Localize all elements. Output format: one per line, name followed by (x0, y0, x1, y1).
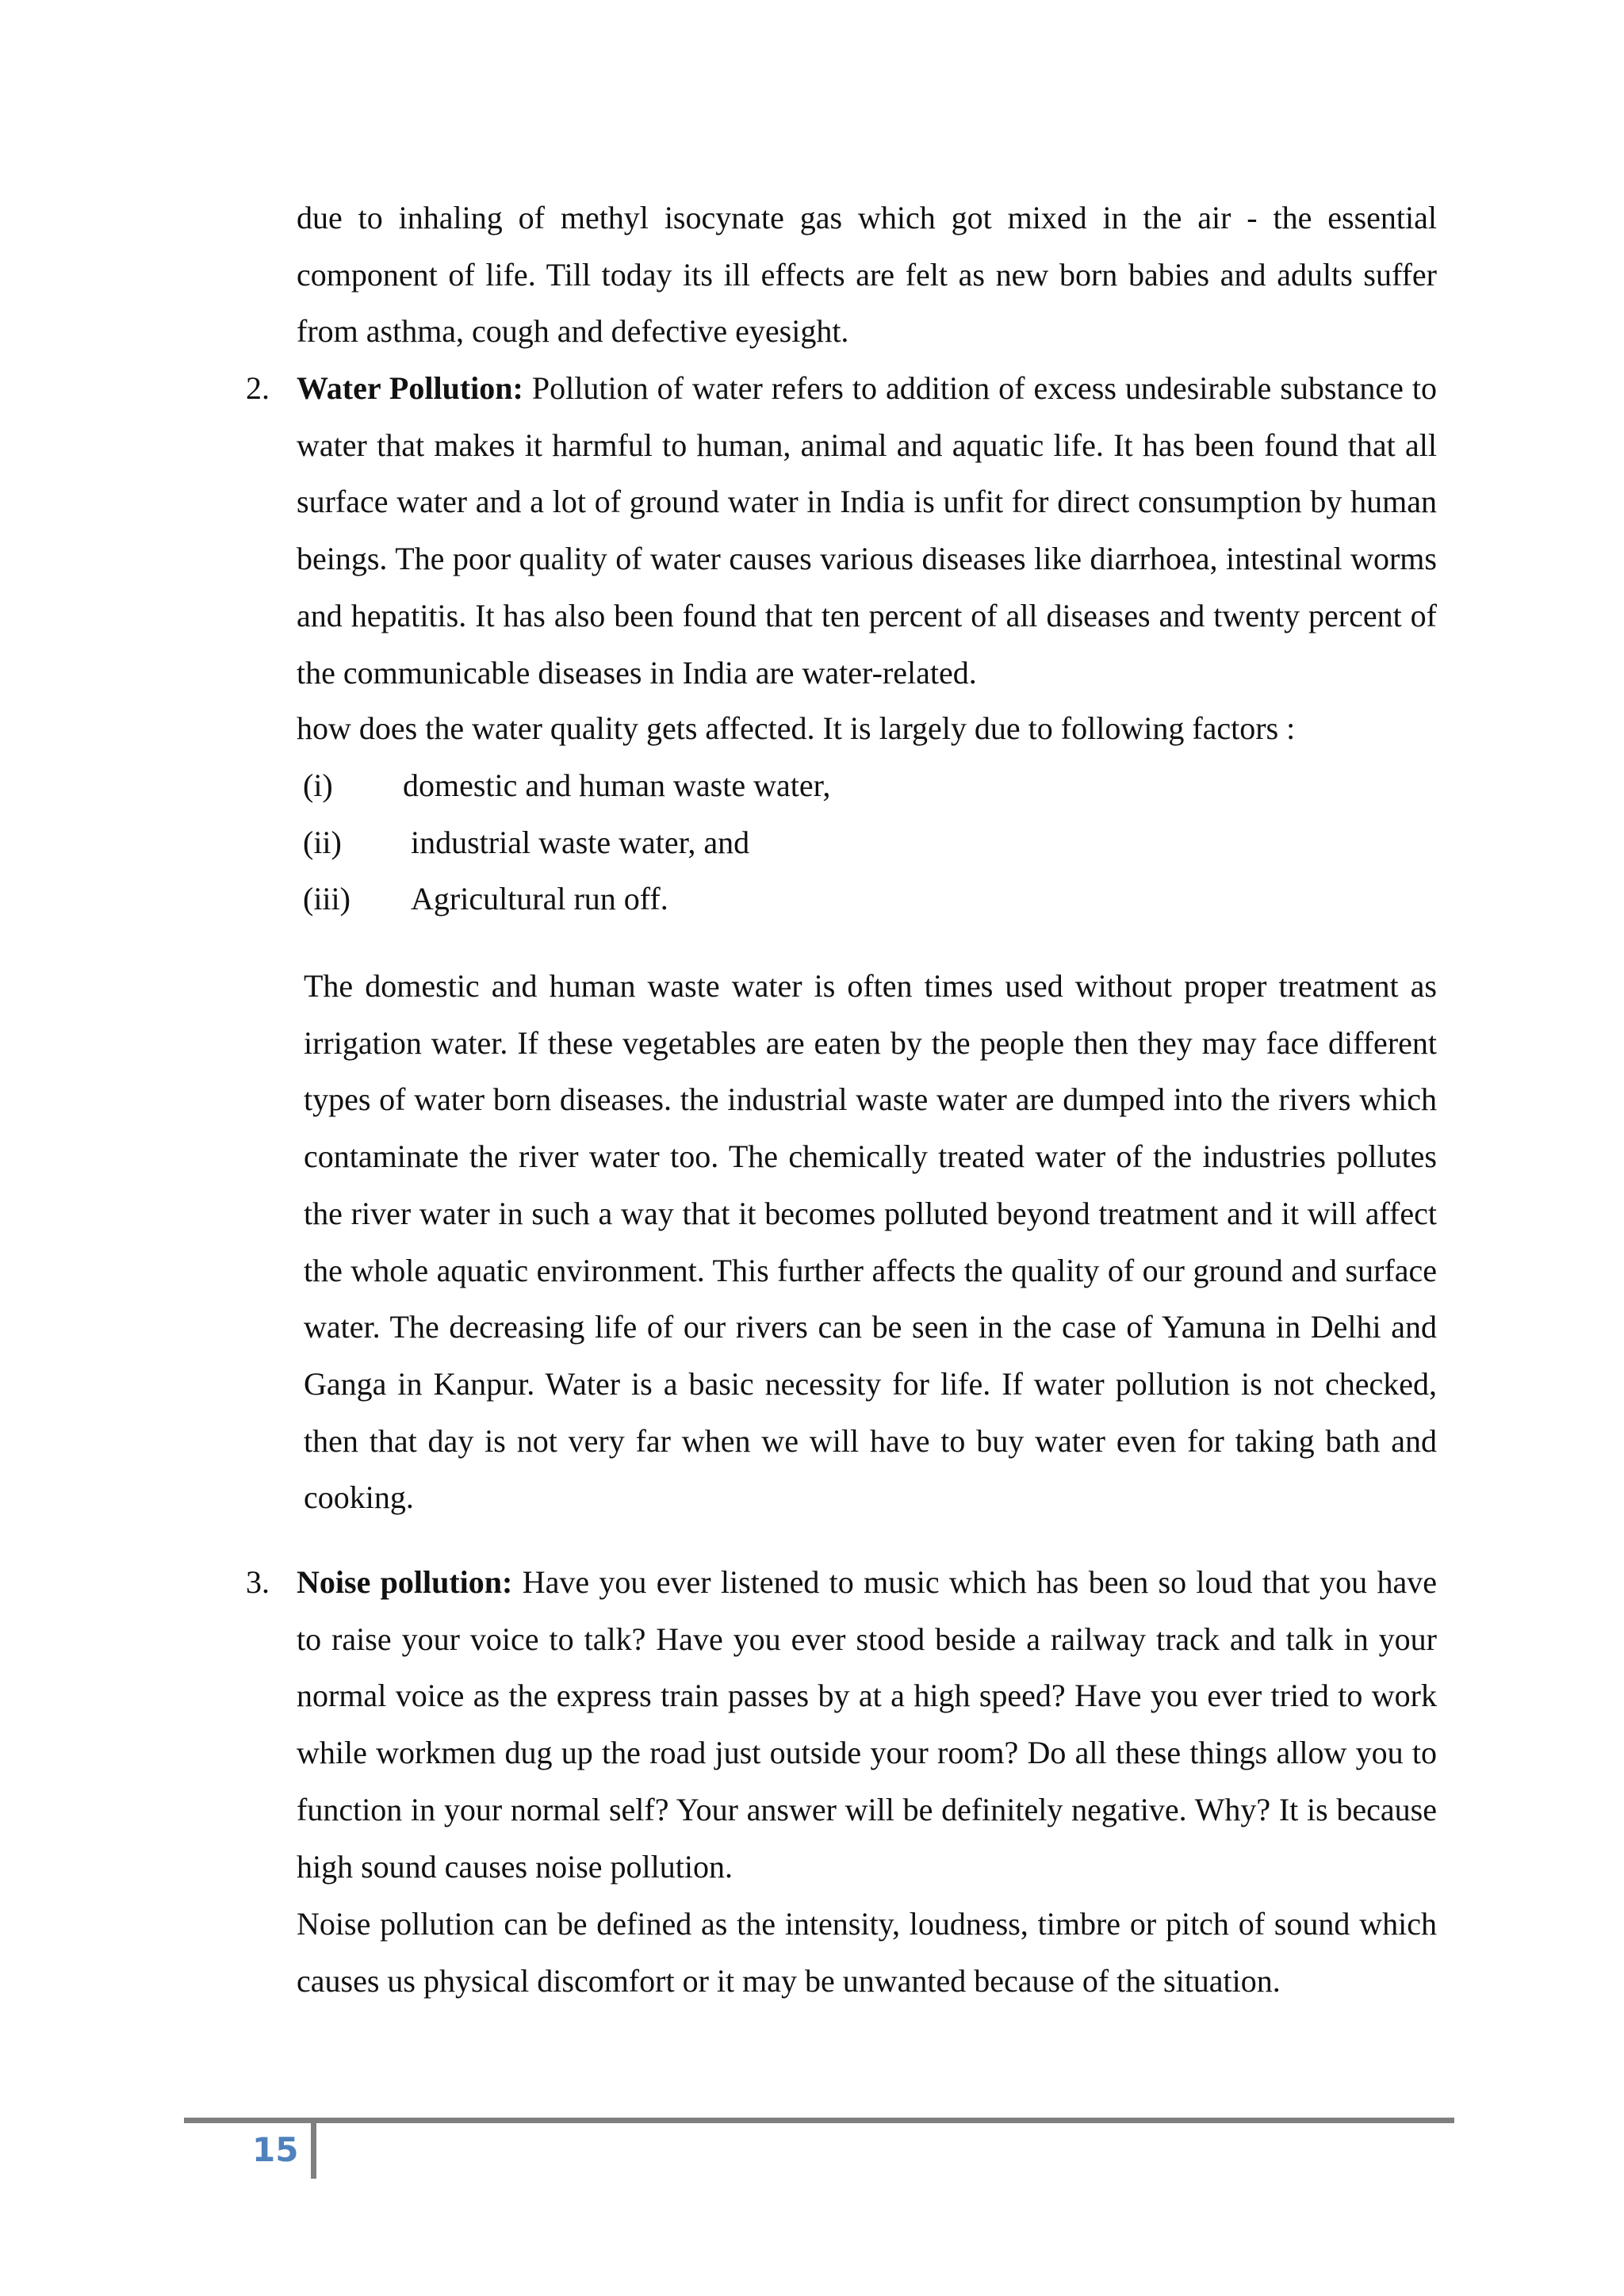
intro-text: due to inhaling of methyl isocynate gas which got mixed in the air - the essential component of life. Till today its ill effects are felt as new born babies and adults suffer from asthma, cough and defective eyesight. (297, 200, 1437, 350)
noise-pollution-heading: Noise pollution: (297, 1564, 513, 1600)
noise-pollution-definition-text: Noise pollution can be defined as the intensity, loudness, timbre or pitch of sound which causes us physical discomfort or it may be unwanted because of the situation. (297, 1906, 1437, 1999)
footer-rule (184, 2118, 1454, 2123)
list-item (303, 871, 668, 928)
water-pollution-detail-text: The domestic and human waste water is often times used without proper treatment as irrigation water. If these vegetables are eaten by the people then they may face different types of water born diseases. the industrial waste water are dumped into the rivers which contaminate the river water too. The chemically treated water of the industries pollutes the river water in such a way that it becomes polluted beyond treatment and it will affect the whole aquatic environment. This further affects the quality of our ground and surface water. The decreasing life of our rivers can be seen in the case of Yamuna in Delhi and Ganga in Kanpur. Water is a basic necessity for life. If water pollution is not checked, then that day is not very far when we will have to buy water even for taking bath and cooking. (304, 968, 1437, 1516)
noise-pollution-definition (297, 1896, 1437, 2009)
water-pollution-paragraph (297, 360, 1437, 701)
water-pollution-detail-paragraph (304, 958, 1437, 1526)
water-pollution-text: Pollution of water refers to addition of excess undesirable substance to water that makes it harmful to human, animal and aquatic life. It has been found that all surface water and a lot of ground water in India is unfit for direct consumption by human beings. The poor quality of water causes various diseases like diarrhoea, intestinal worms and hepatitis. It has also been found that ten percent of all diseases and twenty percent of the communicable diseases in India are water-related. (297, 370, 1437, 691)
list-number-3: 3. (246, 1564, 270, 1600)
noise-pollution-text: Have you ever listened to music which has been so loud that you have to raise your voice to talk? Have you ever stood beside a railway track and talk in your normal voice as the express train passes by at a high speed? Have you ever tried to work while workmen dug up the road just outside your room? Do all these things allow you to function in your normal self? Your answer will be definitely negative. Why? It is because high sound causes noise pollution. (297, 1564, 1438, 1885)
list-item (303, 814, 749, 871)
factor-text: domestic and human waste water, (403, 767, 831, 803)
list-number-2: 2. (246, 370, 270, 406)
roman-numeral: (i) (303, 767, 333, 803)
noise-pollution-paragraph (297, 1554, 1437, 1895)
list-item (303, 757, 830, 814)
factor-text: Agricultural run off. (411, 881, 668, 916)
factor-text: industrial waste water, and (411, 825, 750, 860)
factors-lead-text: how does the water quality gets affected. It is largely due to following factors : (297, 710, 1296, 746)
water-pollution-heading: Water Pollution: (297, 370, 523, 406)
roman-numeral: (iii) (303, 881, 350, 916)
footer-divider (311, 2118, 316, 2179)
roman-numeral: (ii) (303, 825, 342, 860)
page-number: 15 (252, 2130, 299, 2169)
factors-lead-sentence (297, 700, 1437, 757)
intro-paragraph (297, 189, 1437, 360)
